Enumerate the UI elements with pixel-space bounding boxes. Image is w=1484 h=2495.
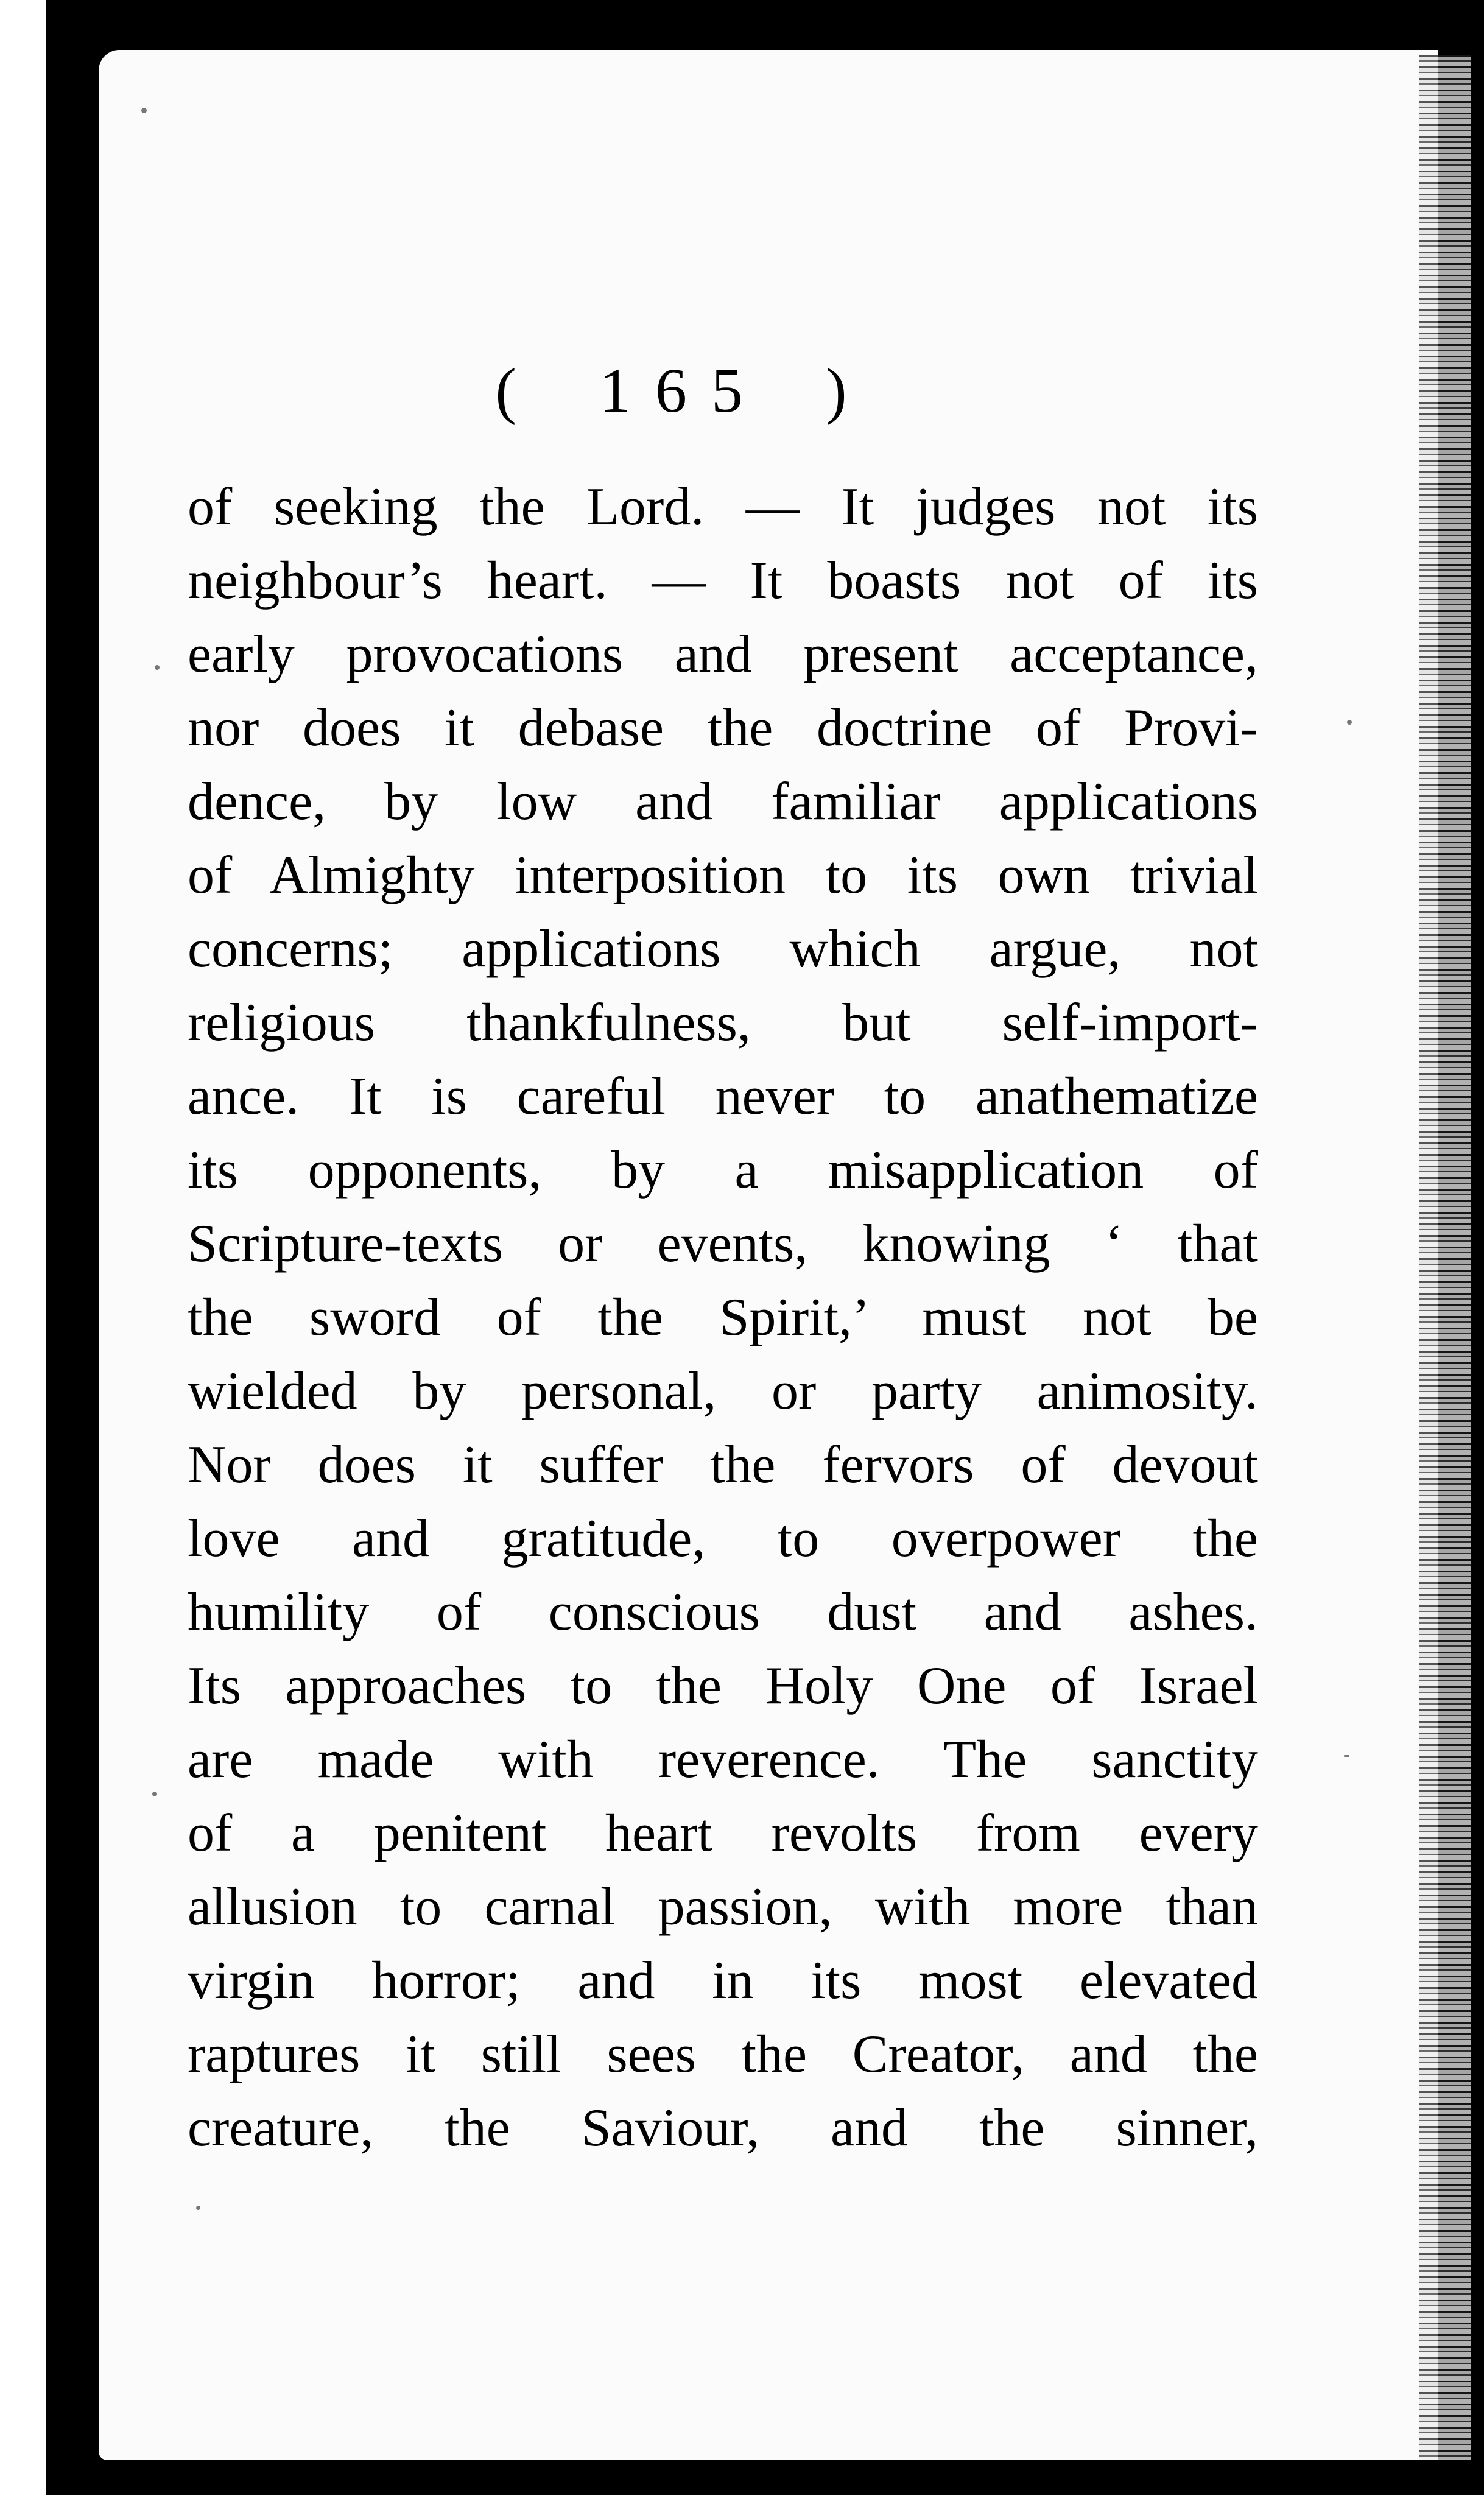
text-line: Nor does it suffer the fervors of devout [188, 1435, 1258, 1494]
text-line: virgin horror; and in its most elevated [188, 1951, 1258, 2010]
text-line: early provocations and present acceptance, [188, 625, 1258, 684]
paper-speck [196, 2206, 200, 2210]
text-line: humility of conscious dust and ashes. [188, 1583, 1258, 1642]
text-line: Scripture-texts or events, knowing ‘ that [188, 1214, 1258, 1273]
book-page [99, 50, 1438, 2460]
paper-speck [141, 108, 147, 113]
text-line: its opponents, by a misapplication of [188, 1141, 1258, 1200]
text-line: of a penitent heart revolts from every [188, 1804, 1258, 1863]
text-line: religious thankfulness, but self-import- [188, 993, 1258, 1052]
text-line: of Almighty interposition to its own trivial [188, 846, 1258, 905]
text-line: neighbour’s heart. — It boasts not of its [188, 551, 1258, 610]
paper-speck [152, 1792, 157, 1796]
text-line: concerns; applications which argue, not [188, 920, 1258, 979]
text-line: are made with reverence. The sanctity [188, 1730, 1258, 1789]
text-line: raptures it still sees the Creator, and the [188, 2025, 1258, 2084]
text-line: wielded by personal, or party animosity. [188, 1362, 1258, 1421]
body-text [188, 470, 1258, 2165]
text-line: ance. It is careful never to anathematize [188, 1067, 1258, 1126]
page-edge-texture [1419, 55, 1471, 2460]
text-line: creature, the Saviour, and the sinner, [188, 2099, 1258, 2158]
paper-speck [155, 665, 160, 670]
text-line: dence, by low and familiar applications [188, 772, 1258, 831]
paper-speck [1344, 1755, 1349, 1757]
text-line: of seeking the Lord. — It judges not its [188, 477, 1258, 537]
text-line: Its approaches to the Holy One of Israel [188, 1656, 1258, 1716]
page-number: ( 165 ) [495, 356, 871, 426]
text-line: allusion to carnal passion, with more than [188, 1877, 1258, 1937]
text-line: nor does it debase the doctrine of Provi- [188, 699, 1258, 758]
text-line: love and gratitude, to overpower the [188, 1509, 1258, 1568]
paper-speck [1347, 720, 1352, 725]
text-line: the sword of the Spirit,’ must not be [188, 1288, 1258, 1347]
